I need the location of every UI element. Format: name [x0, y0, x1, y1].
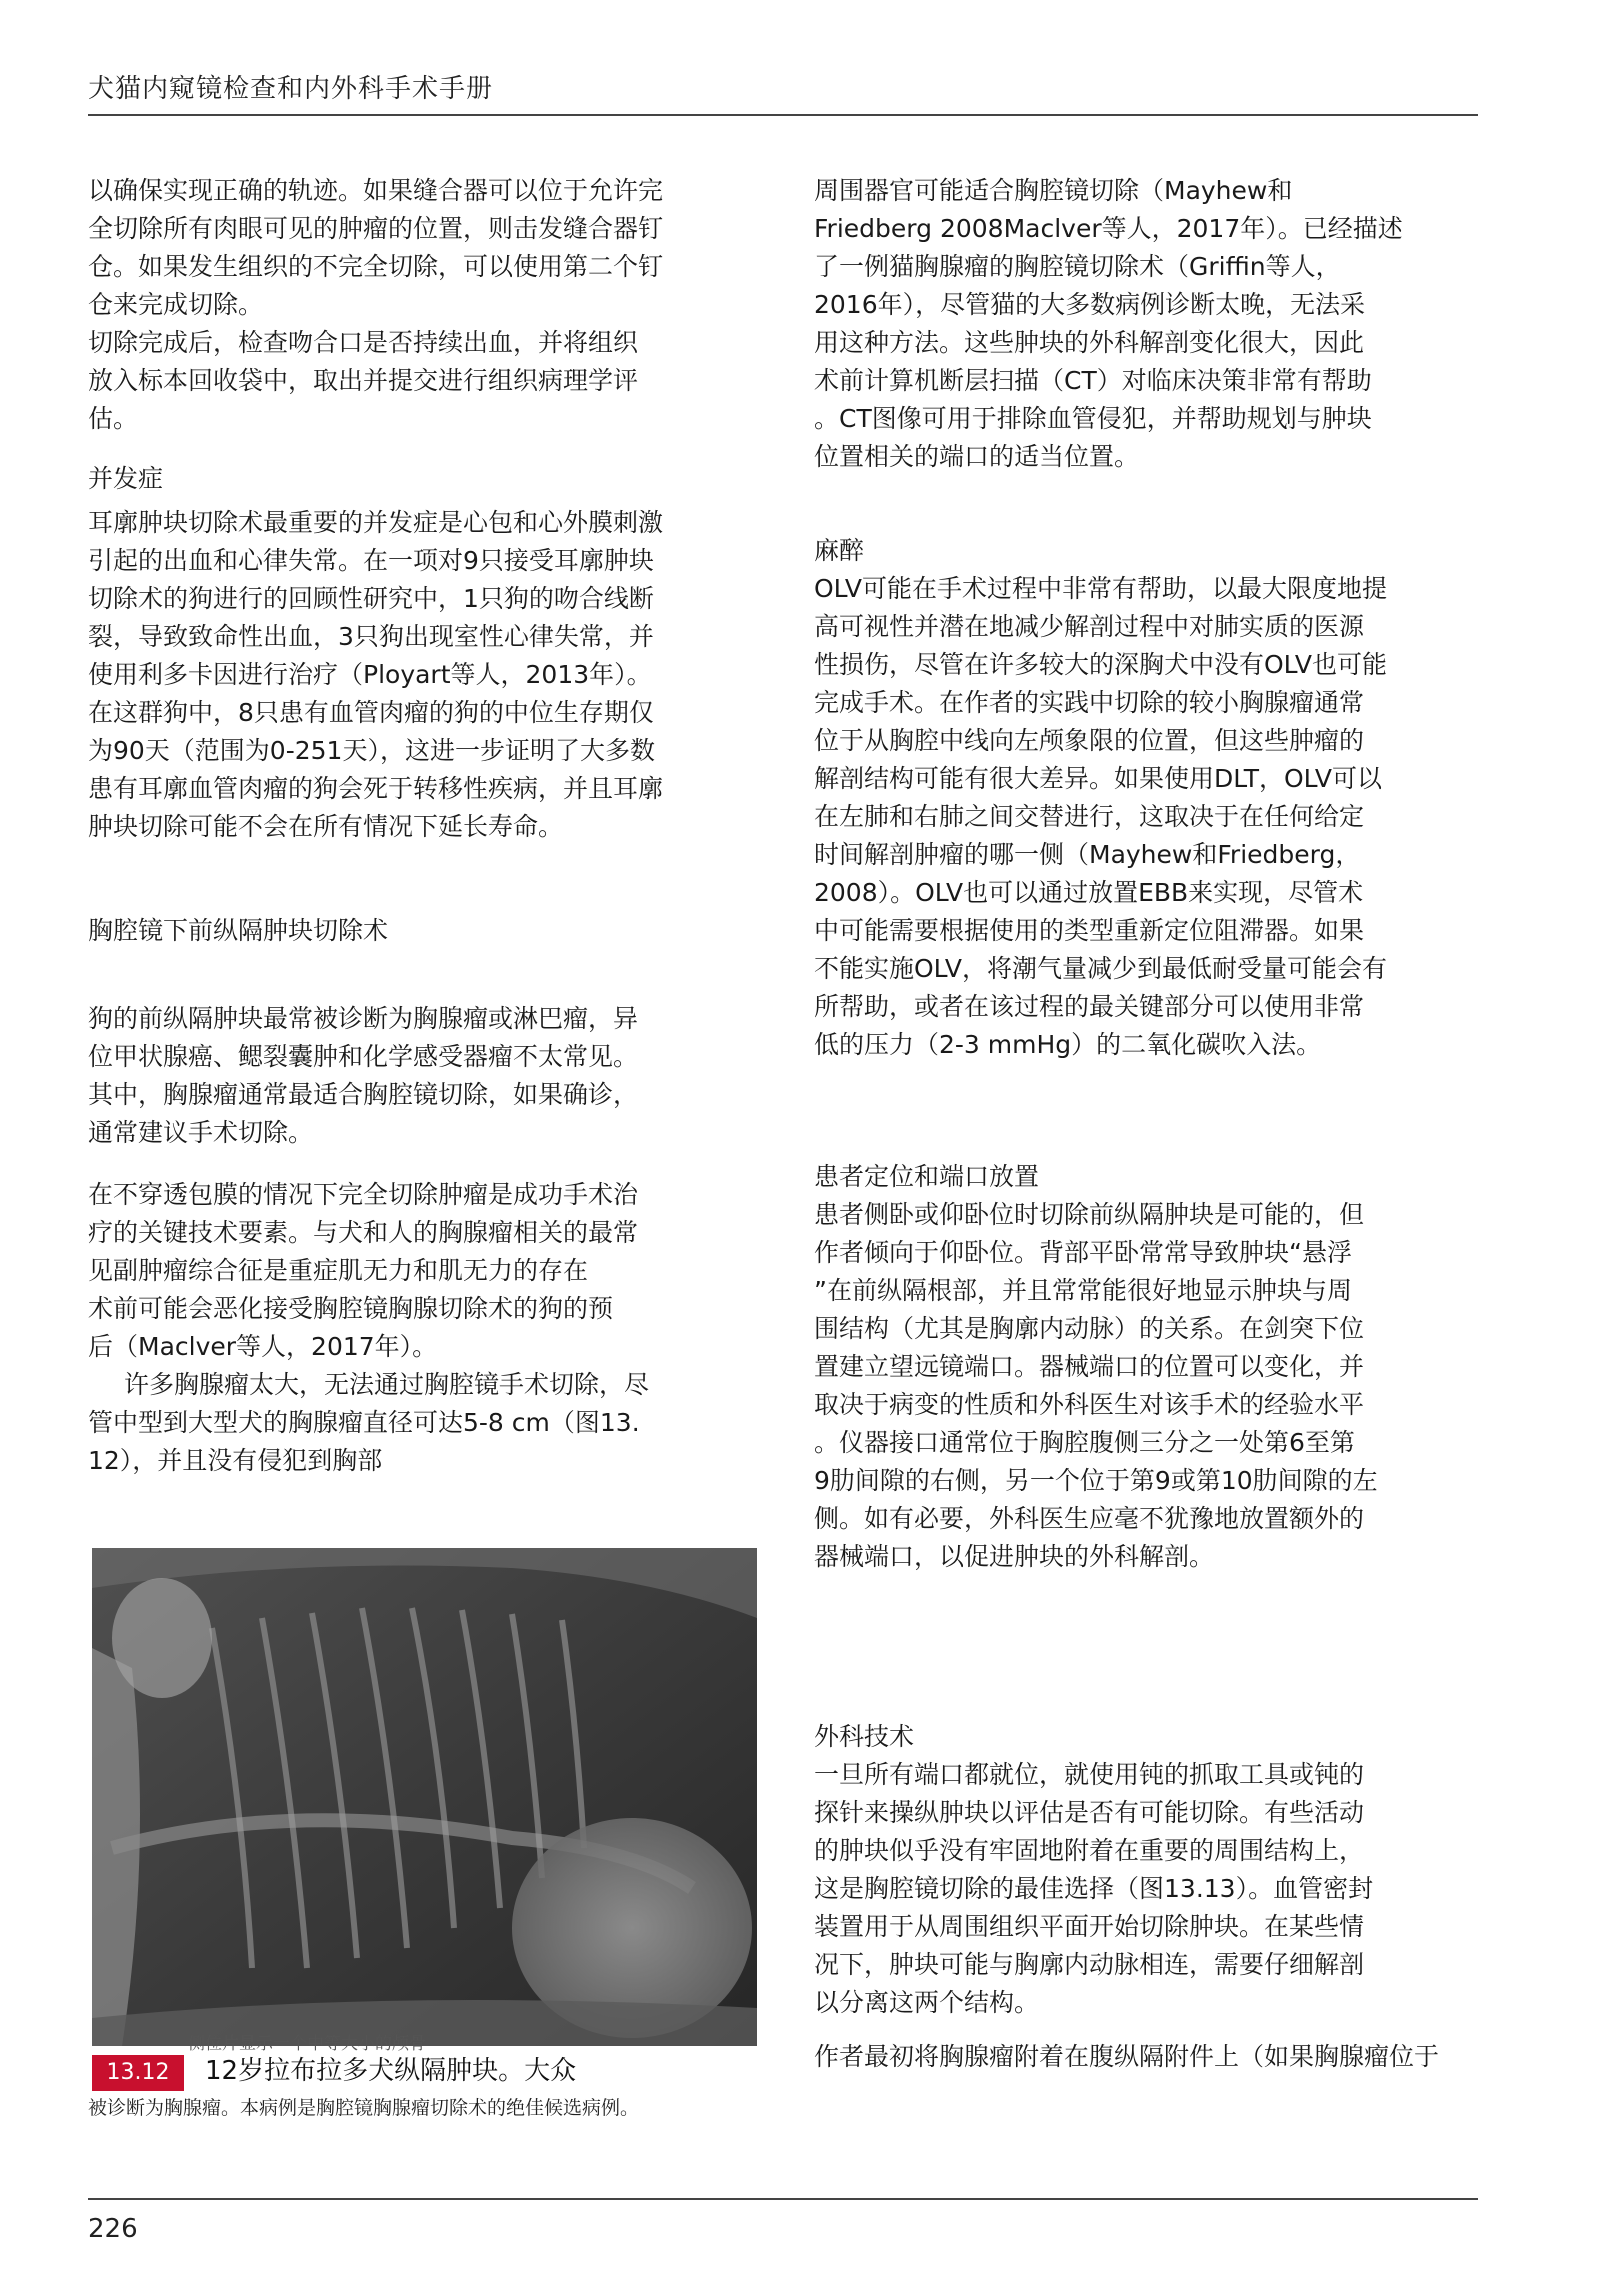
figure-caption: 12岁拉布拉多犬纵隔肿块。大众 [205, 2056, 577, 2086]
paragraph: OLV可能在手术过程中非常有帮助，以最大限度地提 高可视性并潜在地减少解剖过程中对肺实质的医源 性损伤，尽管在许多较大的深胸犬中没有OLV也可能 完成手术。在作者的实践中切除的较小胸腺瘤通常 位于从胸腔中线向左颅象限的位置，但这些肿瘤的 解剖结构可能有很大差异。如果使用DLT，OLV可以 在左肺和右肺之间交替进行，这取决于在任何给定 时间解剖肿瘤的哪一侧（Mayhew和Friedberg， 2008）。OLV也可以通过放置EBB来实现，尽管术 中可能需要根据使用的类型重新定位阻滞器。如果 不能实施OLV，将潮气量减少到最低耐受量可能会有 所帮助，或者在该过程的最关键部分可以使用非常 低的压力（2-3 mmHg）的二氧化碳吹入法。 [814, 574, 1387, 1059]
paragraph: 狗的前纵隔肿块最常被诊断为胸腺瘤或淋巴瘤，异 位甲状腺癌、鳃裂囊肿和化学感受器瘤不太常见。 其中，胸腺瘤通常最适合胸腔镜切除，如果确诊， 通常建议手术切除。 [88, 1004, 639, 1147]
running-header: 犬猫内窥镜检查和内外科手术手册 [88, 74, 494, 104]
section-heading-complications: 并发症 [88, 464, 164, 493]
figure-number-badge: 13.12 [92, 2055, 184, 2091]
paragraph: 作者最初将胸腺瘤附着在腹纵隔附件上（如果胸腺瘤位于 [814, 2042, 1440, 2071]
figure-caption-continued: 被诊断为胸腺瘤。本病例是胸腔镜胸腺瘤切除术的绝佳候选病例。 [88, 2097, 640, 2119]
section-heading-positioning: 患者定位和端口放置 [814, 1162, 1040, 1191]
paragraph: 许多胸腺瘤太大，无法通过胸腔镜手术切除，尽 管中型到大型犬的胸腺瘤直径可达5-8 cm（图13. 12），并且没有侵犯到胸部 [88, 1370, 650, 1475]
paragraph: 切除完成后，检查吻合口是否持续出血，并将组织 放入标本回收袋中，取出并提交进行组织病理学评 估。 [88, 328, 639, 433]
paragraph: 耳廓肿块切除术最重要的并发症是心包和心外膜刺激 引起的出血和心律失常。在一项对9只接受耳廓肿块 切除术的狗进行的回顾性研究中，1只狗的吻合线断 裂，导致致命性出血，3只狗出现室性心律失常，并 使用利多卡因进行治疗（Ployart等人，2013年）。 在这群狗中，8只患有血管肉瘤的狗的中位生存期仅 为90天（范围为0-251天），这进一步证明了大多数 患有耳廓血管肉瘤的狗会死于转移性疾病，并且耳廓 肿块切除可能不会在所有情况下延长寿命。 [88, 508, 664, 841]
section-heading-anesthesia: 麻醉 [814, 536, 865, 565]
figure-overlay-text: 侧位片显示一个中等大小的颅骨 [188, 2034, 426, 2054]
radiograph-figure [92, 1548, 757, 2046]
header-rule [88, 114, 1478, 116]
paragraph: 在不穿透包膜的情况下完全切除肿瘤是成功手术治 疗的关键技术要素。与犬和人的胸腺瘤相关的最常 见副肿瘤综合征是重症肌无力和肌无力的存在 术前可能会恶化接受胸腔镜胸腺切除术的狗的预 后（Maclver等人，2017年）。 [88, 1180, 639, 1361]
section-heading-technique: 外科技术 [814, 1722, 915, 1751]
section-heading-thoracoscopic: 胸腔镜下前纵隔肿块切除术 [88, 916, 389, 945]
paragraph: 患者侧卧或仰卧位时切除前纵隔肿块是可能的，但 作者倾向于仰卧位。背部平卧常常导致肿块“悬浮 ”在前纵隔根部，并且常常能很好地显示肿块与周 围结构（尤其是胸廓内动脉）的关系。在剑突下位 置建立望远镜端口。器械端口的位置可以变化，并 取决于病变的性质和外科医生对该手术的经验水平 。仪器接口通常位于胸腔腹侧三分之一处第6至第 9肋间隙的右侧，另一个位于第9或第10肋间隙的左 侧。如有必要，外科医生应毫不犹豫地放置额外的 器械端口，以促进肿块的外科解剖。 [814, 1200, 1378, 1571]
paragraph: 一旦所有端口都就位，就使用钝的抓取工具或钝的 探针来操纵肿块以评估是否有可能切除。有些活动 的肿块似乎没有牢固地附着在重要的周围结构上， 这是胸腔镜切除的最佳选择（图13.13）。血管密封 装置用于从周围组织平面开始切除肿块。在某些情 况下，肿块可能与胸廓内动脉相连，需要仔细解剖 以分离这两个结构。 [814, 1760, 1374, 2017]
right-column [814, 172, 1478, 2076]
paragraph: 以确保实现正确的轨迹。如果缝合器可以位于允许完 全切除所有肉眼可见的肿瘤的位置，则击发缝合器钉 仓。如果发生组织的不完全切除，可以使用第二个钉 仓来完成切除。 [88, 176, 664, 319]
footer-rule [88, 2198, 1478, 2200]
left-column [88, 172, 768, 1480]
page-number: 226 [88, 2214, 138, 2244]
paragraph: 周围器官可能适合胸腔镜切除（Mayhew和 Friedberg 2008Maclver等人，2017年）。已经描述 了一例猫胸腺瘤的胸腔镜切除术（Griffin等人， 2016年），尽管猫的大多数病例诊断太晚，无法采 用这种方法。这些肿块的外科解剖变化很大，因此 术前计算机断层扫描（CT）对临床决策非常有帮助 。CT图像可用于排除血管侵犯，并帮助规划与肿块 位置相关的端口的适当位置。 [814, 176, 1403, 471]
